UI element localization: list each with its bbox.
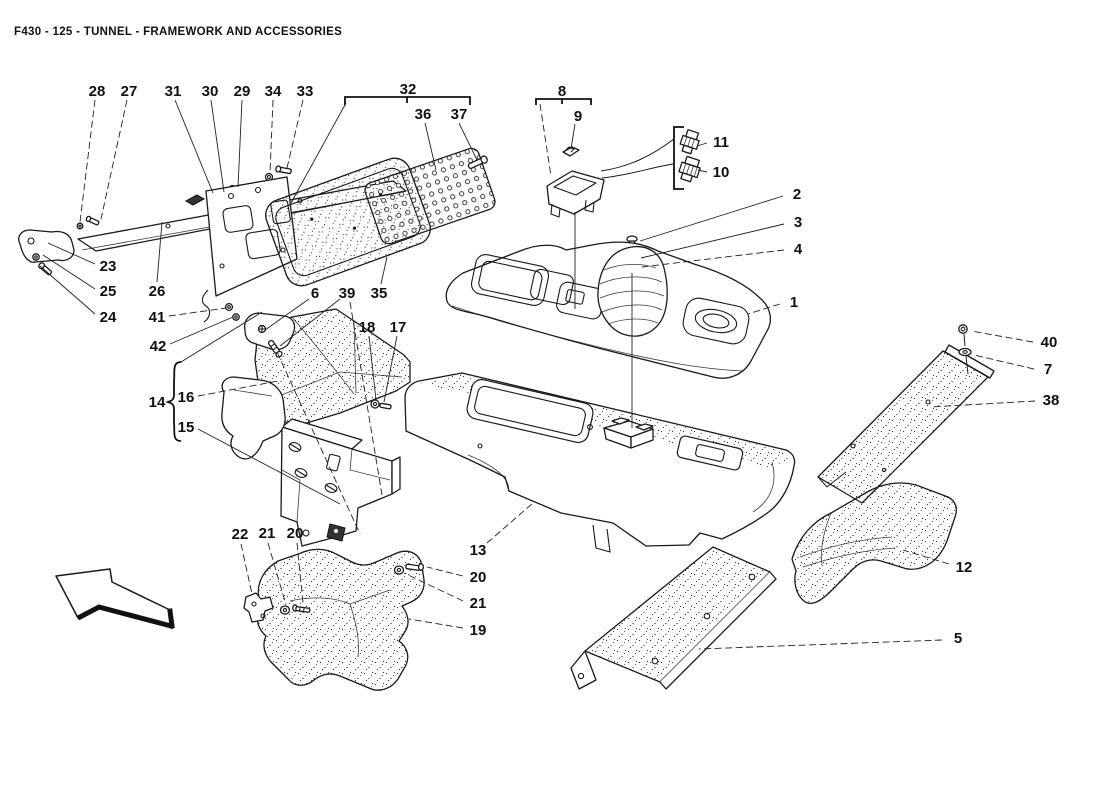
leader-line-5 [699,640,942,649]
callout-11: 11 [713,134,729,151]
callout-12: 12 [955,559,973,576]
callout-28: 28 [88,83,106,100]
callout-1: 1 [789,294,799,311]
callout-25: 25 [99,283,117,300]
callout-21: 21 [258,525,276,542]
leader-line-19 [409,619,463,628]
leader-line-8 [540,104,551,176]
callout-36: 36 [414,106,432,123]
callout-16: 16 [177,389,195,406]
leader-line-13 [487,503,533,543]
callout-4: 4 [793,241,803,258]
rear-cover-part-12 [792,483,956,603]
callout-42: 42 [149,338,167,355]
callout-19: 19 [469,622,487,639]
leader-line-40 [971,331,1033,342]
lighter-parts-10-11 [601,129,702,183]
callout-8: 8 [557,83,567,100]
callout-20: 20 [286,525,304,542]
callout-6: 6 [310,285,320,302]
callout-22: 22 [231,526,249,543]
callout-20: 20 [469,569,487,586]
group-bracket-32 [345,97,470,105]
console-cover-part-1 [446,242,770,378]
nut-part-40 [959,325,967,346]
callout-10: 10 [712,164,730,181]
callout-9: 9 [573,108,583,125]
leader-line-30 [211,100,224,192]
callout-35: 35 [370,285,388,302]
leader-line-33 [287,100,303,168]
tunnel-body-part-13 [405,373,795,552]
leader-line-34 [270,100,273,173]
callout-37: 37 [450,106,468,123]
leader-line-29 [238,100,242,187]
callout-27: 27 [120,83,138,100]
callout-40: 40 [1040,334,1058,351]
callout-5: 5 [953,630,963,647]
leader-line-42 [170,317,233,344]
callout-14: 14 [148,394,166,411]
callout-13: 13 [469,542,487,559]
leader-line-2 [640,196,783,241]
leader-line-35 [381,257,387,284]
callout-31: 31 [164,83,182,100]
callout-17: 17 [389,319,407,336]
callout-32: 32 [399,81,417,98]
callout-29: 29 [233,83,251,100]
direction-arrow [56,569,172,627]
leader-line-22 [241,544,252,594]
leader-line-20 [427,567,463,576]
ashtray-part-8 [547,147,604,217]
leader-line-31 [175,100,213,193]
closing-panel-part-5 [571,547,776,689]
callout-3: 3 [793,214,803,231]
callout-2: 2 [792,186,802,203]
callout-33: 33 [296,83,314,100]
fastener-parts-17-18 [371,400,391,409]
callout-41: 41 [148,309,166,326]
leader-line-28 [80,100,95,222]
callout-21: 21 [469,595,487,612]
callout-7: 7 [1043,361,1053,378]
callout-34: 34 [264,83,282,100]
callout-18: 18 [358,319,376,336]
callout-38: 38 [1042,392,1060,409]
callout-26: 26 [148,283,166,300]
leader-line-9 [571,124,575,149]
leader-line-41 [169,308,226,316]
callout-24: 24 [99,309,117,326]
leader-line-27 [101,100,127,219]
callout-30: 30 [201,83,219,100]
leader-line-24 [40,266,95,314]
page-title: F430 - 125 - TUNNEL - FRAMEWORK AND ACCESSORIES [14,26,343,38]
callout-39: 39 [338,285,356,302]
callout-15: 15 [177,419,195,436]
callout-23: 23 [99,258,117,275]
heat-shield-part-38 [818,325,994,503]
trim-panel-part-19 [244,549,424,690]
